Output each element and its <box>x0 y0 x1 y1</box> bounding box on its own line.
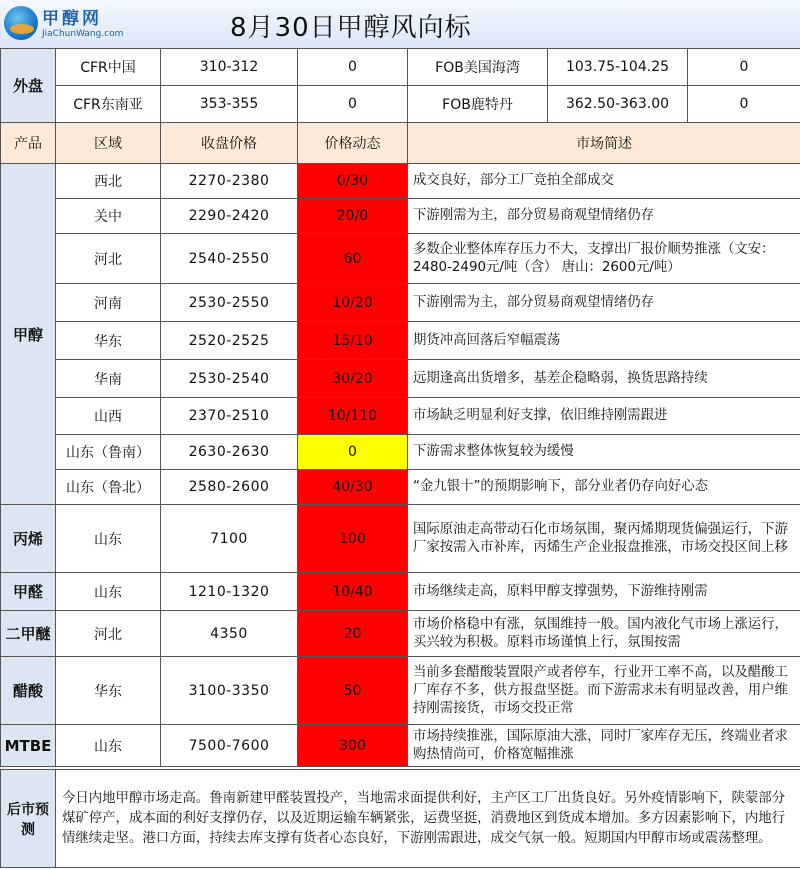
price-cell: 2290-2420 <box>161 199 298 234</box>
table-row <box>1 470 800 505</box>
header-bar <box>0 0 800 49</box>
summary-cell: 市场缺乏明显利好支撑，依旧维持刚需跟进 <box>408 398 800 435</box>
product-cell: 甲醛 <box>1 573 56 611</box>
product-cell: 丙烯 <box>1 505 56 573</box>
outer-change-2: 0 <box>688 49 800 86</box>
price-cell: 7100 <box>161 505 298 573</box>
change-cell: 300 <box>298 725 408 767</box>
forecast-text: 今日内地甲醇市场走高。鲁南新建甲醛装置投产，当地需求面提供利好，主产区工厂出货良好。另外疫情影响下，陕蒙部分煤矿停产，成本面的利好支撑仍存，以及近期运输车辆紧张，运费坚挺，消费地区到货成本增加。多方因素影响下，内地行情继续走坚。港口方面，持续去库支撑有货者心态良好，下游刚需跟进，成交气氛一般。短期国内甲醇市场或震荡整理。 <box>56 770 800 868</box>
table-row <box>1 234 800 284</box>
table-row <box>1 284 800 322</box>
table-row <box>1 398 800 435</box>
region-cell: 山东 <box>56 573 161 611</box>
region-cell: 山东 <box>56 725 161 767</box>
summary-cell: 远期逢高出货增多，基差企稳略弱，换货思路持续 <box>408 360 800 398</box>
outer-name: CFR东南亚 <box>56 86 161 123</box>
change-cell: 10/40 <box>298 573 408 611</box>
price-cell: 3100-3350 <box>161 657 298 725</box>
change-cell: 10/110 <box>298 398 408 435</box>
outer-name: CFR中国 <box>56 49 161 86</box>
table-row <box>1 505 800 573</box>
product-cell: 醋酸 <box>1 657 56 725</box>
region-cell: 华东 <box>56 322 161 360</box>
price-cell: 2530-2550 <box>161 284 298 322</box>
summary-cell: 下游刚需为主，部分贸易商观望情绪仍存 <box>408 199 800 234</box>
outer-name-2: FOB美国海湾 <box>408 49 548 86</box>
price-cell: 2530-2540 <box>161 360 298 398</box>
region-cell: 河北 <box>56 611 161 657</box>
table-row <box>1 322 800 360</box>
region-cell: 河北 <box>56 234 161 284</box>
forecast-table <box>0 769 800 868</box>
table-row <box>1 725 800 767</box>
price-cell: 4350 <box>161 611 298 657</box>
table-row <box>1 360 800 398</box>
summary-cell: 市场继续走高，原料甲醇支撑强势，下游维持刚需 <box>408 573 800 611</box>
outer-change: 0 <box>298 49 408 86</box>
price-cell: 2370-2510 <box>161 398 298 435</box>
product-cell: MTBE <box>1 725 56 767</box>
site-logo[interactable] <box>4 4 124 44</box>
change-cell: 20/0 <box>298 199 408 234</box>
summary-cell: 多数企业整体库存压力不大，支撑出厂报价顺势推涨（文安：2480-2490元/吨（含） 唐山：2600元/吨） <box>408 234 800 284</box>
outer-change-2: 0 <box>688 86 800 123</box>
table-header-row <box>1 123 800 164</box>
summary-cell: 市场持续推涨，国际原油大涨，同时厂家库存无压，终端业者求购热情尚可，价格宽幅推涨 <box>408 725 800 767</box>
summary-cell: 成交良好，部分工厂竞拍全部成交 <box>408 164 800 199</box>
region-cell: 华东 <box>56 657 161 725</box>
table-row <box>1 573 800 611</box>
change-cell: 10/20 <box>298 284 408 322</box>
summary-cell: 当前多套醋酸装置限产或者停车，行业开工率不高，以及醋酸工厂库存不多，供方报盘坚挺。而下游需求未有明显改善，用户维持刚需接货，市场交投正常 <box>408 657 800 725</box>
header-summary: 市场简述 <box>408 123 800 164</box>
forecast-row <box>1 770 800 868</box>
change-cell: 50 <box>298 657 408 725</box>
outer-name-2: FOB鹿特丹 <box>408 86 548 123</box>
price-cell: 7500-7600 <box>161 725 298 767</box>
outer-market-table <box>0 48 800 123</box>
outer-row <box>1 86 800 123</box>
header-product: 产品 <box>1 123 56 164</box>
price-cell: 2580-2600 <box>161 470 298 505</box>
region-cell: 山东（鲁北） <box>56 470 161 505</box>
table-row <box>1 435 800 470</box>
change-cell: 20 <box>298 611 408 657</box>
table-row <box>1 199 800 234</box>
outer-row <box>1 49 800 86</box>
region-cell: 西北 <box>56 164 161 199</box>
table-row <box>1 611 800 657</box>
summary-cell: 下游需求整体恢复较为缓慢 <box>408 435 800 470</box>
change-cell: 0 <box>298 435 408 470</box>
logo-domain: JiaChunWang.com <box>42 29 124 39</box>
page-title: 8月30日甲醇风向标 <box>230 13 472 43</box>
forecast-label: 后市预测 <box>1 770 56 868</box>
outer-price-2: 103.75-104.25 <box>548 49 688 86</box>
outer-price-2: 362.50-363.00 <box>548 86 688 123</box>
summary-cell: 市场价格稳中有涨，氛围维持一般。国内液化气市场上涨运行，买兴较为积极。原料市场谨慎上行，氛围按需 <box>408 611 800 657</box>
table-row <box>1 657 800 725</box>
outer-change: 0 <box>298 86 408 123</box>
table-row <box>1 164 800 199</box>
price-cell: 2270-2380 <box>161 164 298 199</box>
region-cell: 山东（鲁南） <box>56 435 161 470</box>
region-cell: 山东 <box>56 505 161 573</box>
region-cell: 山西 <box>56 398 161 435</box>
change-cell: 60 <box>298 234 408 284</box>
change-cell: 100 <box>298 505 408 573</box>
price-cell: 1210-1320 <box>161 573 298 611</box>
change-cell: 15/10 <box>298 322 408 360</box>
logo-globe-icon <box>4 6 38 40</box>
region-cell: 河南 <box>56 284 161 322</box>
change-cell: 40/30 <box>298 470 408 505</box>
market-table <box>0 122 800 767</box>
product-cell: 二甲醚 <box>1 611 56 657</box>
price-cell: 2540-2550 <box>161 234 298 284</box>
price-cell: 2630-2630 <box>161 435 298 470</box>
outer-price: 353-355 <box>161 86 298 123</box>
product-methanol: 甲醇 <box>1 164 56 505</box>
summary-cell: 期货冲高回落后窄幅震荡 <box>408 322 800 360</box>
logo-name: 甲醇网 <box>42 9 102 29</box>
change-cell: 30/20 <box>298 360 408 398</box>
change-cell: 0/30 <box>298 164 408 199</box>
outer-price: 310-312 <box>161 49 298 86</box>
summary-cell: “金九银十”的预期影响下，部分业者仍存向好心态 <box>408 470 800 505</box>
region-cell: 关中 <box>56 199 161 234</box>
region-cell: 华南 <box>56 360 161 398</box>
header-change: 价格动态 <box>298 123 408 164</box>
header-price: 收盘价格 <box>161 123 298 164</box>
outer-market-label: 外盘 <box>1 49 56 123</box>
price-cell: 2520-2525 <box>161 322 298 360</box>
summary-cell: 下游刚需为主，部分贸易商观望情绪仍存 <box>408 284 800 322</box>
summary-cell: 国际原油走高带动石化市场氛围，聚丙烯期现货偏强运行，下游厂家按需入市补库，丙烯生产企业报盘推涨，市场交投区间上移 <box>408 505 800 573</box>
header-region: 区域 <box>56 123 161 164</box>
